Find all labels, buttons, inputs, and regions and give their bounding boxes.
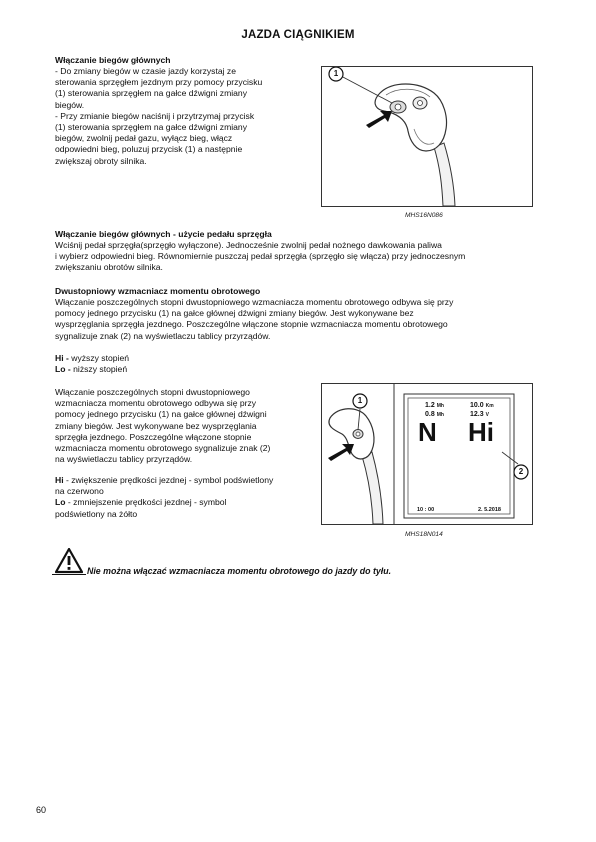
section1-body (55, 66, 262, 167)
section3-heading: Dwustopniowy wzmacniacz momentu obrotowego (55, 286, 261, 296)
display-unit: Mh (436, 403, 444, 409)
lo-line (55, 497, 273, 508)
text-line: Włączanie poszczególnych stopni dwustopniowego (55, 387, 250, 397)
text-line: na czerwono (55, 486, 104, 497)
text-line: - Do zmiany biegów w czasie jazdy korzystaj ze (55, 66, 237, 76)
lo-label: Lo - (55, 364, 71, 374)
display-time: 10 : 00 (417, 507, 435, 513)
display-unit: Mh (436, 412, 444, 418)
figure-caption-2: MHS18N014 (405, 531, 443, 538)
section3-body (55, 297, 453, 342)
text-line: Włączanie poszczególnych stopni dwustopniowego wzmacniacza momentu obrotowego odbywa się przy (55, 297, 454, 307)
lo-text: - zmniejszenie prędkości jezdnej - symbol (65, 497, 227, 508)
text-line: i wybierz odpowiedni bieg. Równomiernie puszczaj pedał sprzęgła (sprzęgło się włącza) przy jednoczesnym (55, 251, 466, 262)
hi-text: wyższy stopień (68, 353, 130, 363)
text-line: na wyświetlaczu tablicy przyrządów. (55, 454, 193, 465)
text-line: pomocy jednego przycisku (1) na gałce głównej dźwigni zmiany biegów. Jest wykonywane bez (55, 308, 414, 319)
text-line: wzmacniacza momentu obrotowego odbywa się przy (55, 398, 257, 409)
section1-heading: Włączanie biegów głównych (55, 55, 171, 65)
figure-caption-1: MHS16N086 (405, 212, 443, 219)
text-line: zmiany biegów. Jest wykonywane bez wysprzęglania (55, 420, 257, 431)
callout-1: 1 (333, 69, 339, 78)
display-value: 1.2 (425, 402, 435, 409)
text-line: sygnalizuje znak (2) na wyświetlaczu tablicy przyrządów. (55, 330, 271, 341)
callout-2: 2 (518, 467, 524, 476)
section2-body (55, 240, 465, 274)
text-line: sterowania sprzęgłem jezdnym przy pomocy przycisku (55, 77, 263, 88)
warning-triangle-icon (55, 548, 83, 574)
text-line: pomocy jednego przycisku (1) na gałce głównej dźwigni (55, 409, 267, 420)
text-line: wysprzęglania sprzęgła jezdnego. Poszczególne włączone stopnie wzmacniacza momentu obrotowego (55, 319, 448, 330)
hi-label: Hi - (55, 353, 69, 363)
display-unit: V (485, 412, 489, 418)
text-line: (1) sterowania sprzęgłem na gałce dźwigni zmiany (55, 122, 248, 133)
warning-underline (52, 574, 86, 575)
hi-line (55, 475, 273, 486)
text-line: zwiększaniu obrotów silnika. (55, 262, 163, 273)
display-range: Hi (468, 417, 494, 447)
warning-text: Nie można włączać wzmacniacza momentu obrotowego do jazdy do tyłu. (87, 566, 392, 576)
display-value: 10.0 (470, 402, 484, 409)
hi-label: Hi (55, 475, 64, 485)
lever-display-figure (321, 383, 533, 525)
section2-heading: Włączanie biegów głównych - użycie pedału sprzęgła (55, 229, 272, 239)
display-gear: N (418, 417, 437, 447)
text-line: wzmacniacza momentu obrotowego sygnalizuje znak (2) (55, 443, 271, 454)
lo-label: Lo (55, 497, 66, 508)
text-line: podświetlony na żółto (55, 508, 138, 519)
page-title: JAZDA CIĄGNIKIEM (241, 29, 355, 41)
display-value: 0.8 (425, 411, 435, 418)
text-line: - Przy zmianie biegów naciśnij i przytrzymaj przycisk (55, 110, 255, 121)
text-line: sprzęgła jezdnego. Poszczególne włączone stopnie (55, 431, 252, 442)
text-line: biegów, zwolnij pedał gazu, wyłącz bieg, włącz (55, 133, 233, 144)
text-line: biegów. (55, 99, 85, 110)
lever-figure-1 (321, 66, 533, 207)
hi-definition (55, 353, 129, 364)
text-line: zwiększaj obroty silnika. (55, 155, 147, 166)
hi-lo-legend (55, 475, 273, 520)
display-unit: Km (485, 403, 494, 409)
section4-body (55, 387, 270, 465)
display-date: 2. 5.2018 (478, 507, 501, 513)
display-value: 12.3 (470, 411, 484, 418)
lo-definition (55, 364, 127, 375)
text-line: odpowiedni bieg, poluzuj przycisk (1) a następnie (55, 144, 243, 155)
text-line: Wciśnij pedał sprzęgła(sprzęgło wyłączone). Jednocześnie zwolnij pedał nożnego dawkowania paliwa (55, 240, 442, 250)
text-line: (1) sterowania sprzęgłem na gałce dźwigni zmiany (55, 88, 248, 99)
lever-knob-illustration (322, 67, 532, 206)
lo-text: niższy stopień (70, 364, 128, 374)
hi-text: - zwiększenie prędkości jezdnej - symbol podświetlony (63, 475, 274, 485)
page-number: 60 (36, 805, 47, 815)
callout-1: 1 (357, 396, 363, 405)
